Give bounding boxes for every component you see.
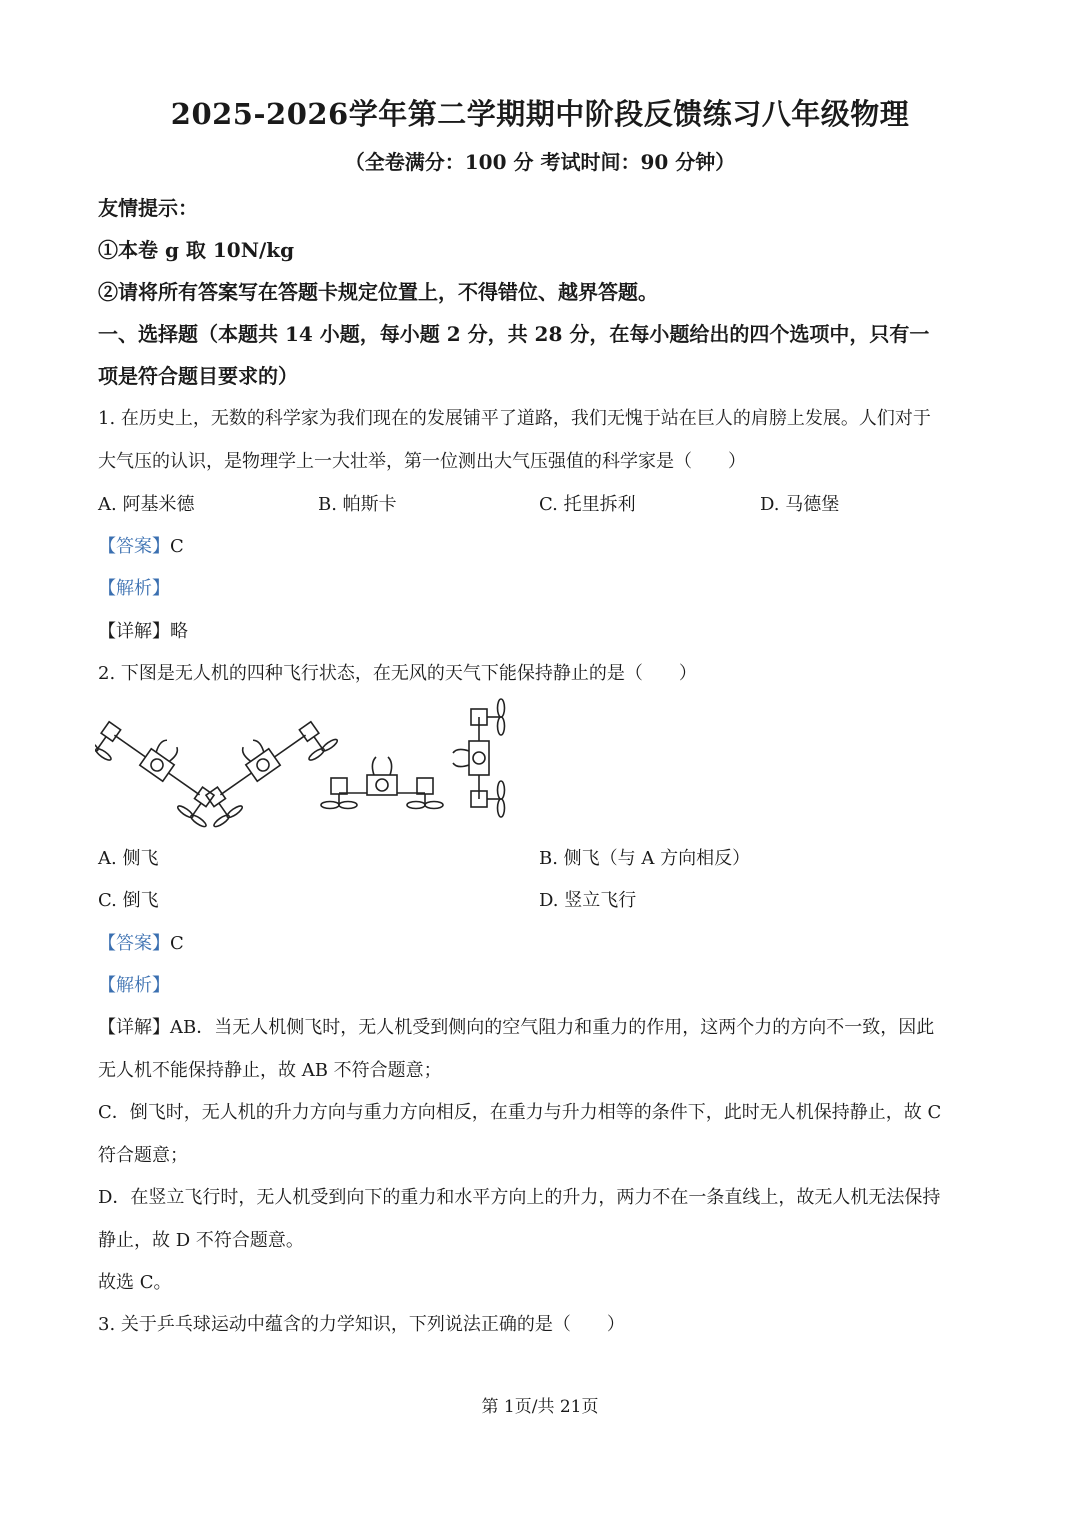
q2-conclusion: 故选 C。 bbox=[98, 1272, 172, 1293]
detail-tag: 【详解】 bbox=[98, 1017, 170, 1038]
answer-value: C bbox=[170, 536, 184, 557]
q2-option-b: B. 侧飞（与 A 方向相反） bbox=[539, 848, 751, 869]
tip-line-1: ①本卷 g 取 10N/kg bbox=[98, 238, 295, 262]
q2-detail-line-1 bbox=[98, 1013, 934, 1039]
q2-detail-line-5: D．在竖立飞行时，无人机受到向下的重力和水平方向上的升力，两力不在一条直线上，故无人机无法保持 bbox=[98, 1187, 941, 1208]
q2-option-a: A. 侧飞 bbox=[98, 848, 159, 869]
q2-option-d: D. 竖立飞行 bbox=[539, 890, 637, 911]
answer-value: C bbox=[170, 933, 184, 954]
page-number: 第 1页/共 21页 bbox=[481, 1397, 599, 1417]
tips-heading: 友情提示： bbox=[98, 196, 198, 220]
q1-detail bbox=[98, 617, 188, 643]
answer-tag: 【答案】 bbox=[98, 536, 170, 557]
tip-line-2: ②请将所有答案写在答题卡规定位置上，不得错位、越界答题。 bbox=[98, 280, 658, 304]
q1-answer bbox=[98, 532, 184, 558]
section-heading-cont: 项是符合题目要求的） bbox=[98, 364, 298, 388]
q1-option-c: C. 托里拆利 bbox=[539, 494, 636, 515]
q1-option-b: B. 帕斯卡 bbox=[318, 494, 397, 515]
page-title: 2025-2026学年第二学期期中阶段反馈练习八年级物理 bbox=[170, 97, 910, 131]
drone-b-diagram bbox=[187, 701, 339, 829]
exam-info: （全卷满分：100 分 考试时间：90 分钟） bbox=[344, 150, 736, 174]
q2-detail-line-2: 无人机不能保持静止，故 AB 不符合题意； bbox=[98, 1060, 442, 1081]
drone-a-diagram bbox=[95, 701, 233, 829]
q3-stem: 3. 关于乒乓球运动中蕴含的力学知识，下列说法正确的是（ ） bbox=[98, 1314, 625, 1335]
drone-d-diagram bbox=[453, 699, 505, 817]
q2-stem: 2. 下图是无人机的四种飞行状态，在无风的天气下能保持静止的是（ ） bbox=[98, 663, 697, 684]
q1-stem: 1. 在历史上，无数的科学家为我们现在的发展铺平了道路，我们无愧于站在巨人的肩膀上发展。人们对于 bbox=[98, 408, 931, 429]
section-heading: 一、选择题（本题共 14 小题，每小题 2 分，共 28 分，在每小题给出的四个选项中，只有一 bbox=[98, 322, 930, 346]
q2-option-c: C. 倒飞 bbox=[98, 890, 159, 911]
detail-text: 略 bbox=[170, 621, 188, 642]
detail-text: AB．当无人机侧飞时，无人机受到侧向的空气阻力和重力的作用，这两个力的方向不一致，因此 bbox=[170, 1017, 935, 1038]
q2-analysis-tag: 【解析】 bbox=[98, 975, 170, 996]
q1-stem-cont: 大气压的认识，是物理学上一大壮举，第一位测出大气压强值的科学家是（ ） bbox=[98, 451, 746, 472]
q2-detail-line-3: C．倒飞时，无人机的升力方向与重力方向相反，在重力与升力相等的条件下，此时无人机保持静止，故 C bbox=[98, 1102, 942, 1123]
q1-option-d: D. 马德堡 bbox=[760, 494, 840, 515]
q1-option-a: A. 阿基米德 bbox=[98, 494, 195, 515]
q2-answer bbox=[98, 929, 184, 955]
q1-analysis-tag: 【解析】 bbox=[98, 578, 170, 599]
q2-detail-line-4: 符合题意； bbox=[98, 1145, 188, 1166]
drone-figure bbox=[95, 695, 525, 830]
q2-detail-line-6: 静止，故 D 不符合题意。 bbox=[98, 1230, 304, 1251]
detail-tag: 【详解】 bbox=[98, 621, 170, 642]
answer-tag: 【答案】 bbox=[98, 933, 170, 954]
drone-c-diagram bbox=[321, 757, 443, 809]
